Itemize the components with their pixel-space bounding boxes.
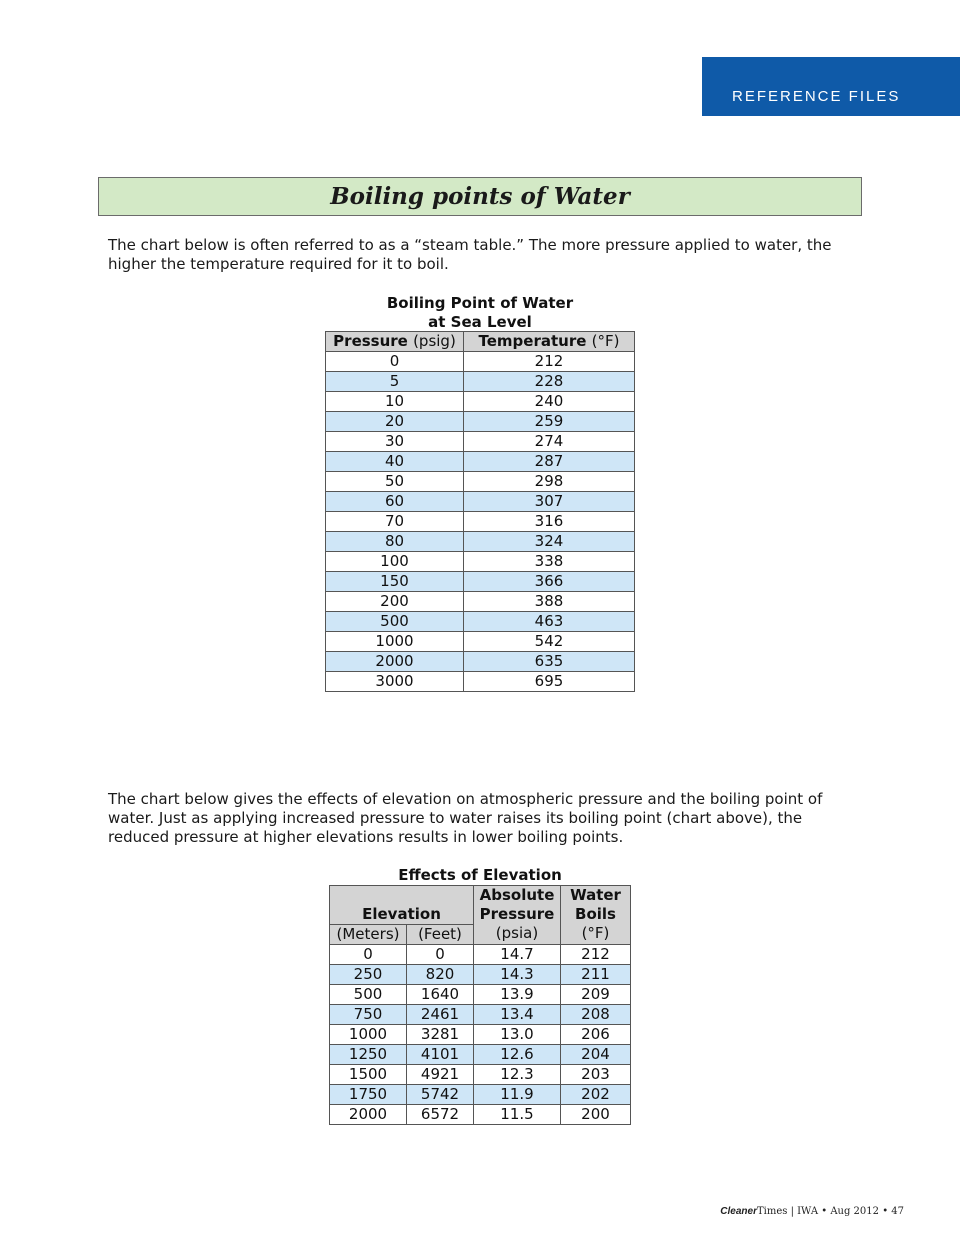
pressure-cell: 13.4: [474, 1004, 561, 1024]
table-row: [326, 492, 635, 512]
meters-cell: 500: [330, 984, 407, 1004]
meters-cell: 1000: [330, 1024, 407, 1044]
table1-caption-line2: at Sea Level: [428, 313, 532, 331]
temperature-cell: 388: [464, 592, 635, 612]
feet-cell: 6572: [407, 1104, 474, 1124]
temperature-cell: 212: [464, 352, 635, 372]
table-row: [326, 472, 635, 492]
intro-paragraph: The chart below is often referred to as a “steam table.” The more pressure applied to water, the higher the temperature required for it to boil.: [108, 236, 832, 273]
feet-cell: 3281: [407, 1024, 474, 1044]
pressure-header-line2: Pressure: [474, 905, 561, 924]
table-row: [330, 1084, 631, 1104]
temperature-cell: 695: [464, 672, 635, 692]
absolute-header: Absolute: [474, 886, 561, 906]
pressure-cell: 200: [326, 592, 464, 612]
table-row: [326, 352, 635, 372]
temperature-cell: 228: [464, 372, 635, 392]
pressure-cell: 12.3: [474, 1064, 561, 1084]
meters-cell: 1250: [330, 1044, 407, 1064]
temperature-cell: 338: [464, 552, 635, 572]
temperature-cell: 287: [464, 452, 635, 472]
pressure-cell: 150: [326, 572, 464, 592]
pressure-cell: 500: [326, 612, 464, 632]
fahrenheit-unit: (°F): [561, 924, 631, 944]
pressure-cell: 20: [326, 412, 464, 432]
temperature-cell: 316: [464, 512, 635, 532]
pressure-cell: 30: [326, 432, 464, 452]
boils-cell: 208: [561, 1004, 631, 1024]
psia-unit: (psia): [474, 924, 561, 944]
feet-cell: 2461: [407, 1004, 474, 1024]
pressure-cell: 2000: [326, 652, 464, 672]
table-row: [326, 652, 635, 672]
pressure-cell: 11.9: [474, 1084, 561, 1104]
boils-cell: 206: [561, 1024, 631, 1044]
temperature-header: Temperature (°F): [464, 332, 635, 352]
temperature-cell: 324: [464, 532, 635, 552]
pressure-cell: 14.7: [474, 944, 561, 964]
feet-cell: 1640: [407, 984, 474, 1004]
pressure-cell: 12.6: [474, 1044, 561, 1064]
pressure-cell: 40: [326, 452, 464, 472]
table-row: [326, 452, 635, 472]
table-row: [330, 1004, 631, 1024]
footer-info: Times | IWA • Aug 2012 • 47: [756, 1206, 904, 1217]
pressure-cell: 70: [326, 512, 464, 532]
meters-cell: 1750: [330, 1084, 407, 1104]
table-row: [326, 592, 635, 612]
pressure-cell: 80: [326, 532, 464, 552]
section-tab-label: REFERENCE FILES: [732, 88, 901, 105]
boils-cell: 200: [561, 1104, 631, 1124]
table-row: [330, 1024, 631, 1044]
temperature-cell: 366: [464, 572, 635, 592]
meters-unit: (Meters): [330, 924, 407, 944]
table-row: [326, 632, 635, 652]
elevation-paragraph: The chart below gives the effects of elevation on atmospheric pressure and the boiling point of water. Just as applying increased pressure to water raises its boiling point (chart above), the reduced pressure at higher elevations results in lower boiling points.: [108, 790, 823, 846]
meters-cell: 2000: [330, 1104, 407, 1124]
feet-cell: 4921: [407, 1064, 474, 1084]
table-row: [326, 612, 635, 632]
pressure-cell: 14.3: [474, 964, 561, 984]
page-footer: [720, 1206, 904, 1217]
temperature-cell: 298: [464, 472, 635, 492]
boils-header-line2: Boils: [561, 905, 631, 924]
pressure-cell: 13.9: [474, 984, 561, 1004]
pressure-cell: 5: [326, 372, 464, 392]
meters-cell: 250: [330, 964, 407, 984]
boiling-point-table: [325, 331, 635, 692]
table1-caption-line1: Boiling Point of Water: [386, 294, 574, 312]
feet-cell: 0: [407, 944, 474, 964]
boils-cell: 203: [561, 1064, 631, 1084]
feet-cell: 4101: [407, 1044, 474, 1064]
meters-cell: 1500: [330, 1064, 407, 1084]
pressure-cell: 50: [326, 472, 464, 492]
table-row: [326, 672, 635, 692]
boils-cell: 204: [561, 1044, 631, 1064]
elevation-header: Elevation: [330, 886, 474, 925]
table-row: [330, 984, 631, 1004]
table-row: [330, 1104, 631, 1124]
table-row: [326, 552, 635, 572]
meters-cell: 750: [330, 1004, 407, 1024]
table-row: [326, 572, 635, 592]
boils-cell: 209: [561, 984, 631, 1004]
boils-cell: 211: [561, 964, 631, 984]
table-row: [326, 412, 635, 432]
section-tab: [702, 57, 960, 116]
table-row: [330, 944, 631, 964]
footer-brand: Cleaner: [720, 1206, 757, 1217]
feet-cell: 5742: [407, 1084, 474, 1104]
table-row: [326, 372, 635, 392]
table-row: [326, 392, 635, 412]
temperature-cell: 240: [464, 392, 635, 412]
table-row: [326, 532, 635, 552]
table-row: [330, 964, 631, 984]
table-row: [326, 432, 635, 452]
pressure-cell: 11.5: [474, 1104, 561, 1124]
temperature-cell: 259: [464, 412, 635, 432]
elevation-table: [329, 885, 631, 1125]
pressure-header: Pressure (psig): [326, 332, 464, 352]
boils-cell: 212: [561, 944, 631, 964]
water-header: Water: [561, 886, 631, 906]
meters-cell: 0: [330, 944, 407, 964]
pressure-cell: 0: [326, 352, 464, 372]
pressure-cell: 13.0: [474, 1024, 561, 1044]
temperature-cell: 635: [464, 652, 635, 672]
feet-cell: 820: [407, 964, 474, 984]
table-row: [330, 1064, 631, 1084]
feet-unit: (Feet): [407, 924, 474, 944]
pressure-cell: 60: [326, 492, 464, 512]
boils-cell: 202: [561, 1084, 631, 1104]
table1-caption: [325, 294, 635, 332]
table2-caption: Effects of Elevation: [398, 866, 562, 884]
temperature-cell: 463: [464, 612, 635, 632]
temperature-cell: 542: [464, 632, 635, 652]
pressure-cell: 100: [326, 552, 464, 572]
table-row: [326, 512, 635, 532]
table-row: [330, 1044, 631, 1064]
page-title: Boiling points of Water: [98, 177, 862, 216]
temperature-cell: 274: [464, 432, 635, 452]
pressure-cell: 1000: [326, 632, 464, 652]
temperature-cell: 307: [464, 492, 635, 512]
pressure-cell: 10: [326, 392, 464, 412]
pressure-cell: 3000: [326, 672, 464, 692]
